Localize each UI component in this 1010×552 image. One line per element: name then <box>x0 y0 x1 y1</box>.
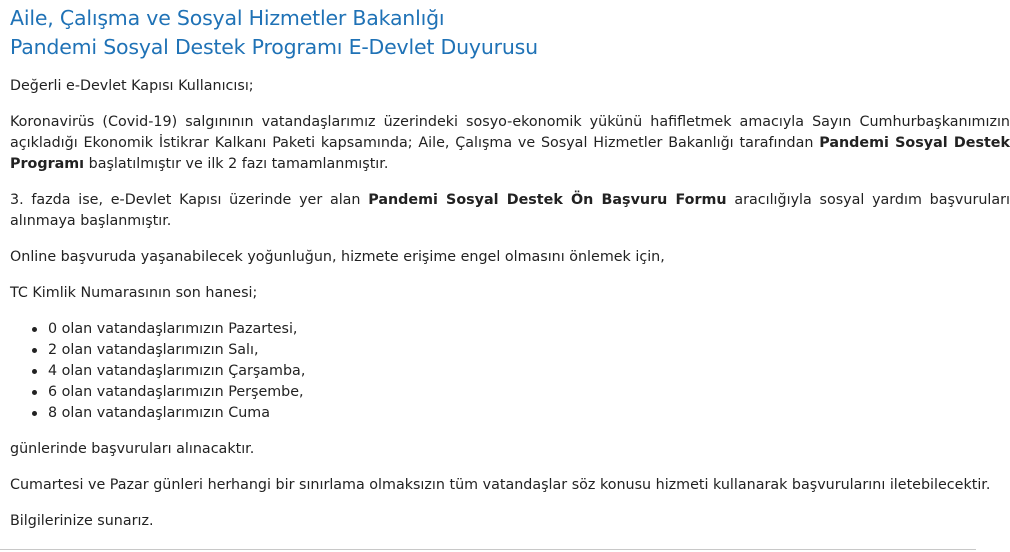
title-line-ministry: Aile, Çalışma ve Sosyal Hizmetler Bakanlığı <box>10 6 445 30</box>
greeting-text: Değerli e-Devlet Kapısı Kullanıcısı; <box>10 78 254 94</box>
list-item: 8 olan vatandaşlarımızın Cuma <box>48 403 1010 424</box>
intro-paragraph <box>10 112 1010 175</box>
phase-text-start: 3. fazda ise, e-Devlet Kapısı üzerinde yer alan <box>10 192 369 208</box>
list-item: 4 olan vatandaşlarımızın Çarşamba, <box>48 361 1010 382</box>
days-closing-paragraph: günlerinde başvuruları alınacaktır. <box>10 441 255 457</box>
list-item: 0 olan vatandaşlarımızın Pazartesi, <box>48 319 1010 340</box>
list-item: 2 olan vatandaşlarımızın Salı, <box>48 340 1010 361</box>
intro-text-start: Koronavirüs (Covid-19) salgınının vatandaşlarımız üzerindeki sosyo-ekonomik yükünü hafifletmek amacıyla Sayın Cumhurbaşkanımızın açıkladığı Ekonomik İstikrar Kalkanı Paketi kapsamında; Aile, Çalışma ve Sosyal Hizmetler Bakanlığı tarafından <box>10 114 1010 151</box>
online-paragraph: Online başvuruda yaşanabilecek yoğunluğun, hizmete erişime engel olmasını önlemek için, <box>10 249 665 265</box>
phase-paragraph <box>10 190 1010 232</box>
weekend-paragraph: Cumartesi ve Pazar günleri herhangi bir sınırlama olmaksızın tüm vatandaşlar söz konusu hizmeti kullanarak başvurularını iletebilecektir. <box>10 477 991 493</box>
announcement-body <box>10 76 1010 532</box>
bottom-divider <box>0 549 976 550</box>
program-name-bold: Pandemi Sosyal Destek Programı <box>10 135 1010 172</box>
sign-off-text: Bilgilerinize sunarız. <box>10 513 154 529</box>
day-schedule-list <box>10 319 1010 424</box>
list-item: 6 olan vatandaşlarımızın Perşembe, <box>48 382 1010 403</box>
form-name-bold: Pandemi Sosyal Destek Ön Başvuru Formu <box>368 192 727 208</box>
page-title <box>10 4 976 62</box>
title-line-announcement: Pandemi Sosyal Destek Programı E-Devlet Duyurusu <box>10 35 538 59</box>
tc-paragraph: TC Kimlik Numarasının son hanesi; <box>10 285 258 301</box>
phase-text-end: aracılığıyla sosyal yardım başvuruları alınmaya başlanmıştır. <box>10 192 1010 229</box>
intro-text-end: başlatılmıştır ve ilk 2 fazı tamamlanmıştır. <box>84 156 389 172</box>
